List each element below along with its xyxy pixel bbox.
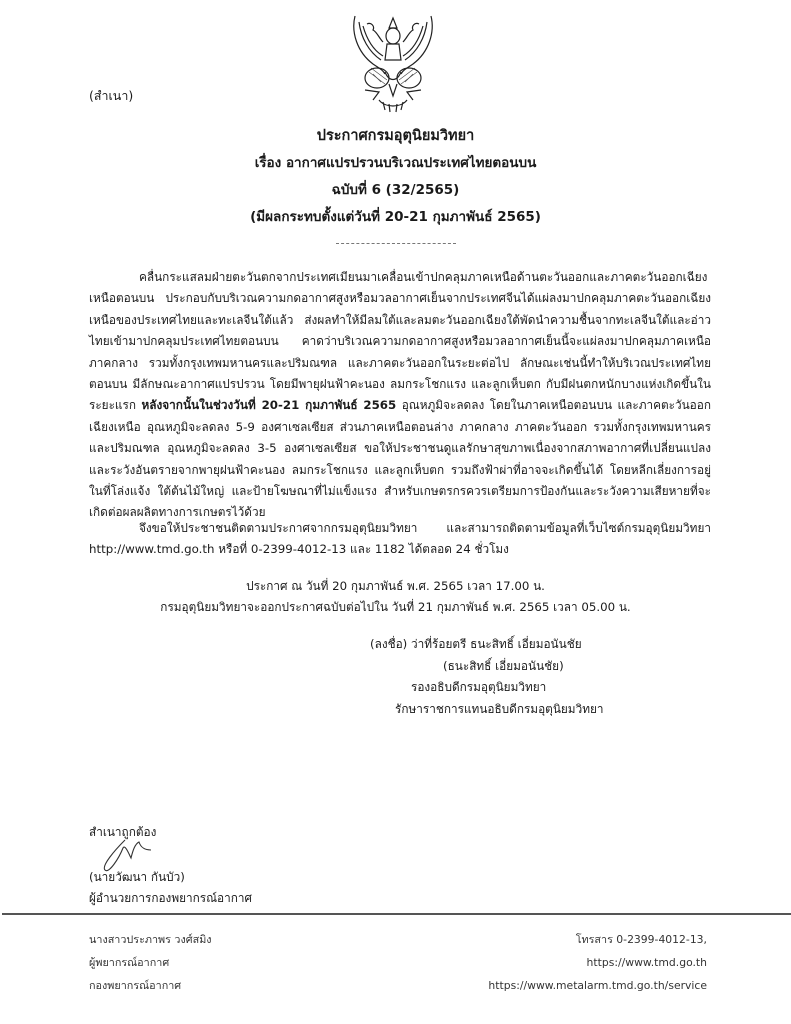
footer-divider	[2, 913, 791, 915]
paragraph-1-emphasis: หลังจากนั้นในช่วงวันที่ 20-21 กุมภาพันธ์ 2565	[141, 398, 397, 413]
paragraph-1-text: คลื่นกระแสลมฝ่ายตะวันตกจากประเทศเมียนมาเคลื่อนเข้าปกคลุมภาคเหนือด้านตะวันออกและภาคตะวันออกเฉียงเหนือตอนบน ประกอบกับบริเวณความกดอากาศสูงหรือมวลอากาศเย็นจากประเทศจีนได้แผ่ลงมาปกคลุมภาคตะวันออกเฉียงเหนือของประเทศไทยและทะเลจีนใต้แล้ว ส่งผลทำให้มีลมใต้และลมตะวันออกเฉียงใต้พัดนำความชื้นจากทะเลจีนใต้และอ่าวไทยเข้ามาปกคลุมประเทศไทยตอนบน คาดว่าบริเวณความกดอากาศสูงหรือมวลอากาศเย็นนี้จะแผ่ลงมาปกคลุมภาคเหนือ ภาคกลาง รวมทั้งกรุงเทพมหานครและปริมณฑล และภาคตะวันออกในระยะต่อไป ลักษณะเช่นนี้ทำให้บริเวณประเทศไทยตอนบน มีลักษณะอากาศแปรปรวน โดยมีพายุฝนฟ้าคะนอง ลมกระโชกแรง และลูกเห็บตก กับมีฝนตกหนักบางแห่งเกิดขึ้นในระยะแรก	[89, 270, 711, 413]
metalarm-link[interactable]: https://www.metalarm.tmd.go.th/service	[488, 979, 707, 992]
issued-at: ประกาศ ณ วันที่ 20 กุมภาพันธ์ พ.ศ. 2565 เวลา 17.00 น.	[246, 579, 545, 593]
body-paragraph-2: จึงขอให้ประชาชนติดตามประกาศจากกรมอุตุนิยมวิทยา และสามารถติดตามข้อมูลที่เว็บไซต์กรมอุตุนิยมวิทยา http://www.tmd.go.th หรือที่ 0-2399-4012-13 และ 1182 ได้ตลอด 24 ชั่วโมง	[89, 521, 711, 557]
copy-mark: (สำเนา)	[89, 88, 134, 103]
signer-name: (ธนะสิทธิ์ เอี่ยมอนันชัย)	[443, 658, 564, 673]
document-subject: เรื่อง อากาศแปรปรวนบริเวณประเทศไทยตอนบน	[254, 155, 537, 171]
document-title: ประกาศกรมอุตุนิยมวิทยา	[316, 128, 475, 144]
footer-contact-right	[480, 928, 707, 997]
signature-block	[370, 634, 604, 720]
forecaster-division: กองพยากรณ์อากาศ	[89, 979, 182, 992]
fax-and-website: โทรสาร 0-2399-4012-13, https://www.tmd.go.th	[575, 933, 707, 969]
handwritten-signature-icon	[95, 836, 165, 874]
footer-contact-left	[89, 928, 212, 997]
issue-number: ฉบับที่ 6 (32/2565)	[331, 182, 460, 198]
signer-position: รองอธิบดีกรมอุตุนิยมวิทยา	[411, 680, 547, 694]
next-issue: กรมอุตุนิยมวิทยาจะออกประกาศฉบับต่อไปใน วันที่ 21 กุมภาพันธ์ พ.ศ. 2565 เวลา 05.00 น.	[160, 600, 631, 615]
forecaster-name: นางสาวประภาพร วงศ์สมิง	[89, 933, 212, 946]
separator-line	[336, 243, 456, 244]
issue-info	[0, 576, 791, 619]
signed-by: (ลงชื่อ) ว่าที่ร้อยตรี ธนะสิทธิ์ เอี่ยมอนันชัย	[370, 637, 582, 651]
signer-acting: รักษาราชการแทนอธิบดีกรมอุตุนิยมวิทยา	[395, 701, 604, 716]
certifier-position: ผู้อำนวยการกองพยากรณ์อากาศ	[89, 891, 253, 905]
effective-dates: (มีผลกระทบตั้งแต่วันที่ 20-21 กุมภาพันธ์ 2565)	[250, 209, 541, 225]
body-paragraph-1	[89, 267, 711, 524]
forecaster-title: ผู้พยากรณ์อากาศ	[89, 956, 170, 969]
certifier-name: (นายวัฒนา กันบัว)	[89, 870, 185, 884]
certified-copy-label: สำเนาถูกต้อง	[89, 825, 157, 839]
garuda-emblem-icon	[343, 12, 443, 114]
paragraph-1-text-cont: อุณหภูมิจะลดลง โดยในภาคเหนือตอนบน และภาคตะวันออกเฉียงเหนือ อุณหภูมิจะลดลง 5-9 องศาเซลเซียส ส่วนภาคเหนือตอนล่าง ภาคกลาง ภาคตะวันออก รวมทั้งกรุงเทพมหานครและปริมณฑล อุณหภูมิจะลดลง 3-5 องศาเซลเซียส ขอให้ประชาชนดูแลรักษาสุขภาพเนื่องจากสภาพอากาศที่เปลี่ยนแปลง และระวังอันตรายจากพายุฝนฟ้าคะนอง ลมกระโชกแรง และลูกเห็บตก รวมถึงฟ้าผ่าที่อาจจะเกิดขึ้นได้ โดยหลีกเลี่ยงการอยู่ในที่โล่งแจ้ง ใต้ต้นไม้ใหญ่ และป้ายโฆษณาที่ไม่แข็งแรง สำหรับเกษตรกรควรเตรียมการป้องกันและระวังความเสียหายที่จะเกิดต่อผลผลิตทางการเกษตรไว้ด้วย	[89, 398, 711, 520]
